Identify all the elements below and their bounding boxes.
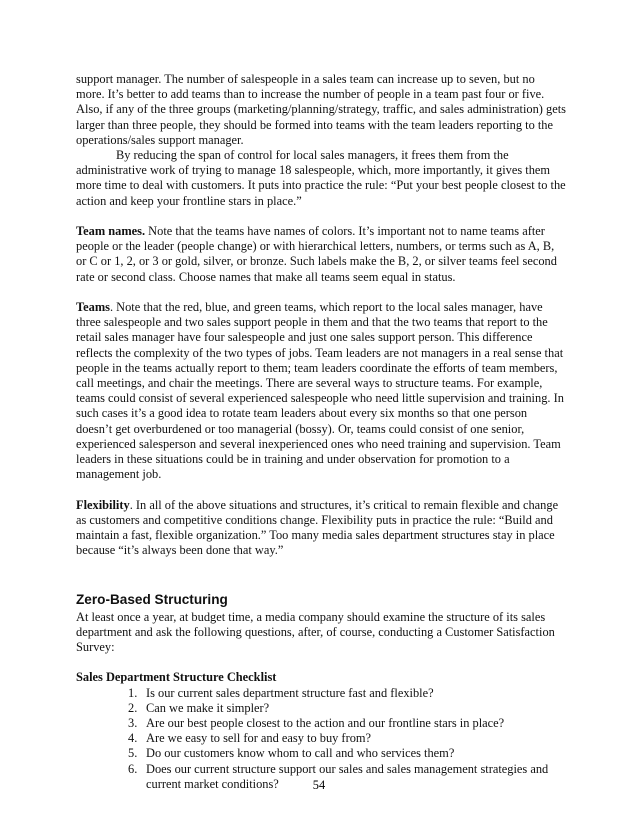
teams-text: . Note that the red, blue, and green teams, which report to the local sales manager, have three salespeople and two sales support people in them and that the two teams that report to the retail sales manager have four salespeople and just one sales support person. This difference reflects the complexity of the two types of jobs. Team leaders are not managers in a real sense that people in the teams actually report to them; team leaders coordinate the efforts of team members, call meetings, and chair the meetings. There are several ways to structure teams. For example, teams could consist of several experienced salespeople who need little supervision and training. In such cases it’s a good idea to rotate team leaders about every six months so that one person doesn’t get overburdened or too managerial (bossy). Or, teams could consist of one senior, experienced salesperson and several inexperienced ones who need training and supervision. Team leaders in these situations could be in training and under observation for promotion to a management job. [76,300,564,482]
checklist-item: 4. Are we easy to sell for and easy to buy from? [128,731,372,746]
paragraph-flexibility [76,498,566,559]
checklist-item: 6. Does our current structure support our sales and sales management strategies and current market conditions? [128,761,549,791]
flexibility-heading: Flexibility [76,497,130,512]
page-number: 54 [312,778,326,792]
flexibility-text: . In all of the above situations and structures, it’s critical to remain flexible and change as customers and competitive conditions change. Flexibility puts in practice the rule: “Build and maintain a fast, flexible organization.” Too many media sales department structures stay in place because “it’s always been done that way.” [76,497,559,558]
teams-heading: Teams [76,300,110,315]
checklist-item: 3. Are our best people closest to the action and our frontline stars in place? [128,716,505,731]
paragraph-team-names [76,224,566,285]
checklist-item: 5. Do our customers know whom to call and who services them? [128,746,455,761]
checklist-title: Sales Department Structure Checklist [76,670,277,685]
checklist-item: 1. Is our current sales department structure fast and flexible? [128,685,434,700]
section-intro: At least once a year, at budget time, a media company should examine the structure of its sales department and ask the following questions, after, of course, conducting a Customer Satisfaction Survey: [76,609,555,655]
checklist [76,686,566,792]
section-heading: Zero-Based Structuring [76,591,228,607]
checklist-item: 2. Can we make it simpler? [128,700,270,715]
team-names-heading: Team names. [76,224,146,239]
paragraph-span-of-control: By reducing the span of control for local sales managers, it frees them from the administrative work of trying to manage 18 salespeople, which, more importantly, it gives them more time to deal with customers. It puts into practice the rule: “Put your best people closest to the action and keep your frontline stars in place.” [76,148,566,208]
team-names-text: Note that the teams have names of colors. It’s important not to name teams after people or the leader (people change) or with hierarchical letters, numbers, or terms such as A, B, or C or 1, 2, or 3 or gold, silver, or bronze. Such labels make the B, 2, or silver teams feel second rate or second class. Choose names that make all teams seem equal in status. [76,224,557,284]
paragraph-teams [76,300,566,482]
paragraph-team-size: support manager. The number of salespeople in a sales team can increase up to seven, but no more. It’s better to add teams than to increase the number of people in a team past four or five. Also, if any of the three groups (marketing/planning/strategy, traffic, and sales administration) gets larger than three people, they should be formed into teams with the team leaders reporting to the operations/sales support manager. [76,72,566,147]
